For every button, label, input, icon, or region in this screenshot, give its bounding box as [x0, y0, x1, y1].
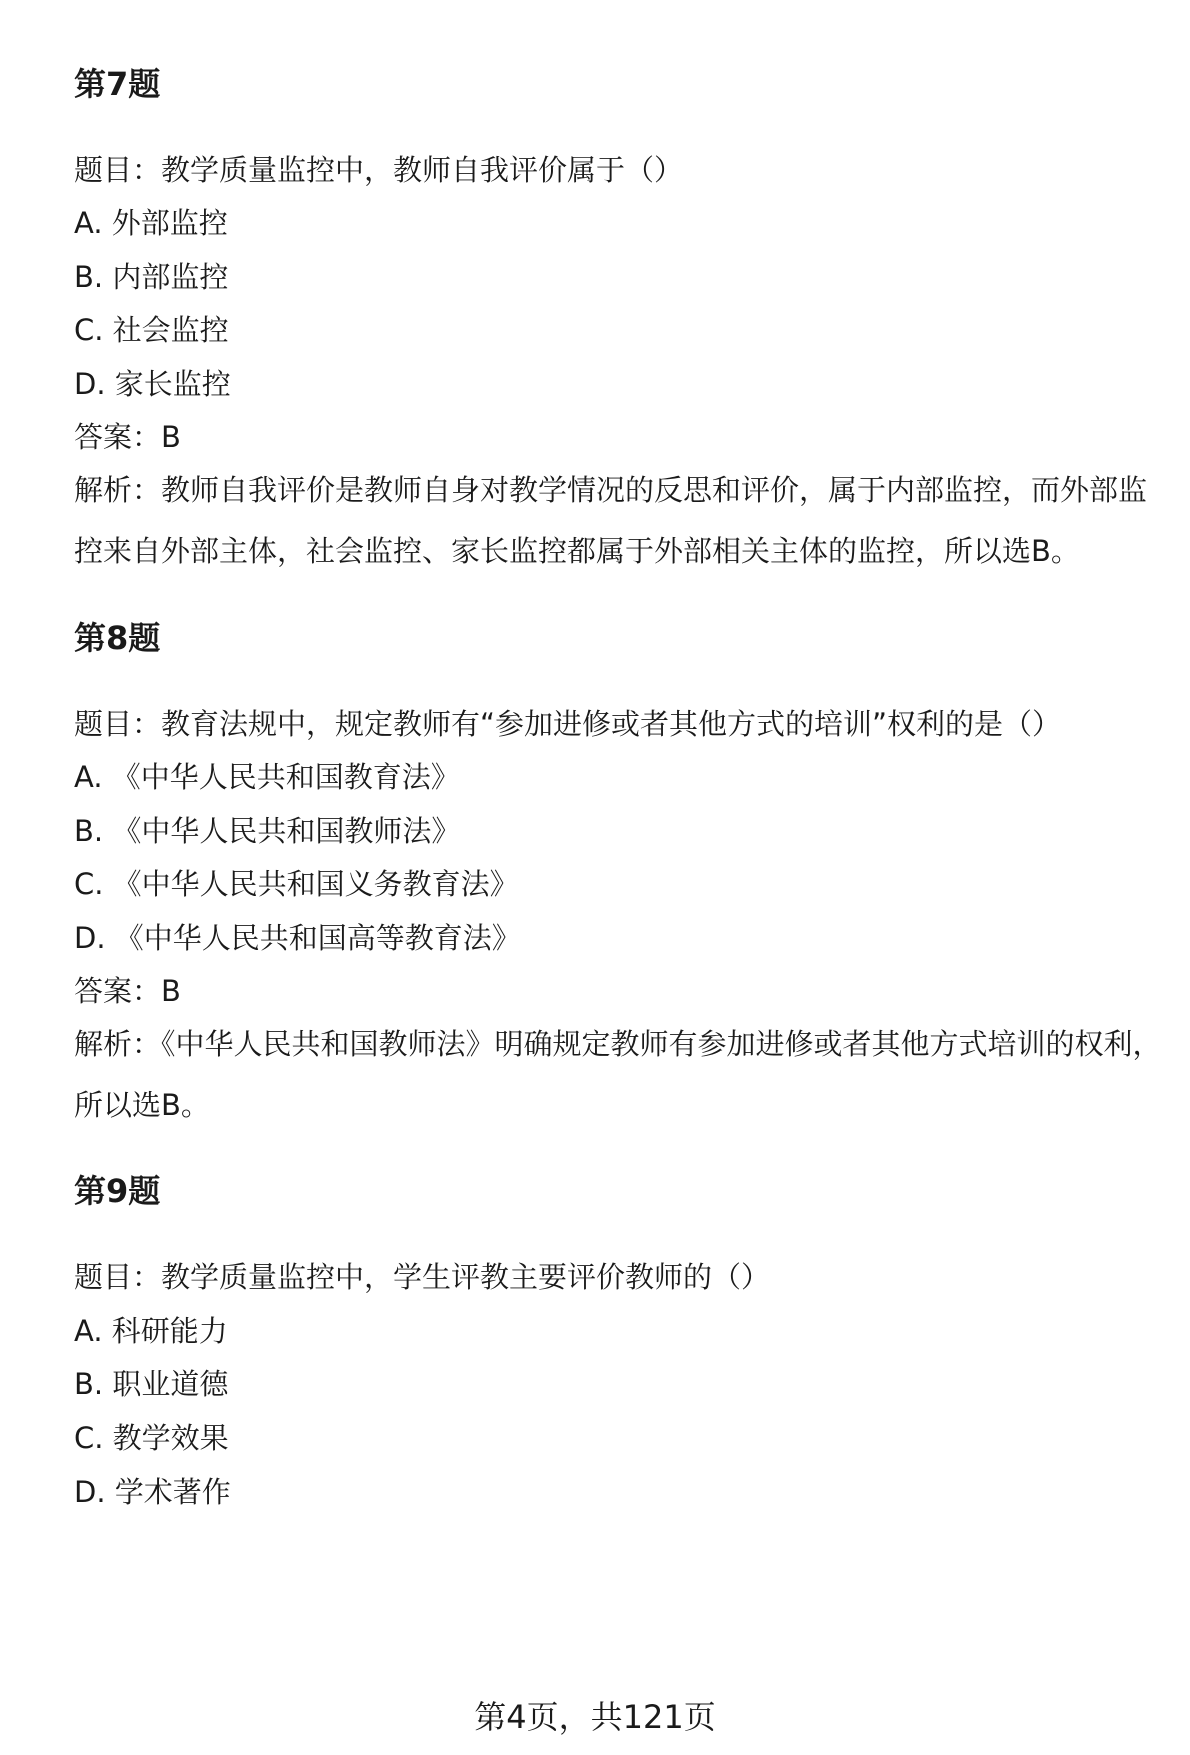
question-7-analysis: 解析：教师自我评价是教师自身对教学情况的反思和评价，属于内部监控，而外部监控来自外部主体，社会监控、家长监控都属于外部相关主体的监控，所以选B。 [74, 473, 1148, 568]
question-7-answer: 答案：B [74, 420, 181, 454]
question-8-option-c: C. 《中华人民共和国义务教育法》 [74, 867, 519, 901]
question-8-option-d: D. 《中华人民共和国高等教育法》 [74, 921, 521, 955]
question-8-stem: 题目：教育法规中，规定教师有“参加进修或者其他方式的培训”权利的是（） [74, 707, 1062, 741]
question-9-option-d: D. 学术著作 [74, 1475, 231, 1509]
question-7-stem: 题目：教学质量监控中，教师自我评价属于（） [74, 153, 684, 187]
question-7-option-a: A. 外部监控 [74, 206, 228, 240]
question-7-heading: 第7题 [74, 65, 161, 103]
page-number: 第4页，共121页 [474, 1698, 716, 1736]
question-9-option-b: B. 职业道德 [74, 1367, 229, 1401]
question-8-answer: 答案：B [74, 974, 181, 1008]
question-9-heading: 第9题 [74, 1172, 161, 1210]
question-8-option-b: B. 《中华人民共和国教师法》 [74, 814, 461, 848]
question-7-option-d: D. 家长监控 [74, 367, 231, 401]
question-7-option-b: B. 内部监控 [74, 260, 229, 294]
question-8-analysis: 解析：《中华人民共和国教师法》明确规定教师有参加进修或者其他方式培训的权利，所以选B。 [74, 1027, 1162, 1122]
question-9-option-a: A. 科研能力 [74, 1314, 228, 1348]
question-9-option-c: C. 教学效果 [74, 1421, 229, 1455]
question-7-option-c: C. 社会监控 [74, 313, 229, 347]
question-8-option-a: A. 《中华人民共和国教育法》 [74, 760, 460, 794]
question-9-stem: 题目：教学质量监控中，学生评教主要评价教师的（） [74, 1260, 771, 1294]
question-8-heading: 第8题 [74, 619, 161, 657]
